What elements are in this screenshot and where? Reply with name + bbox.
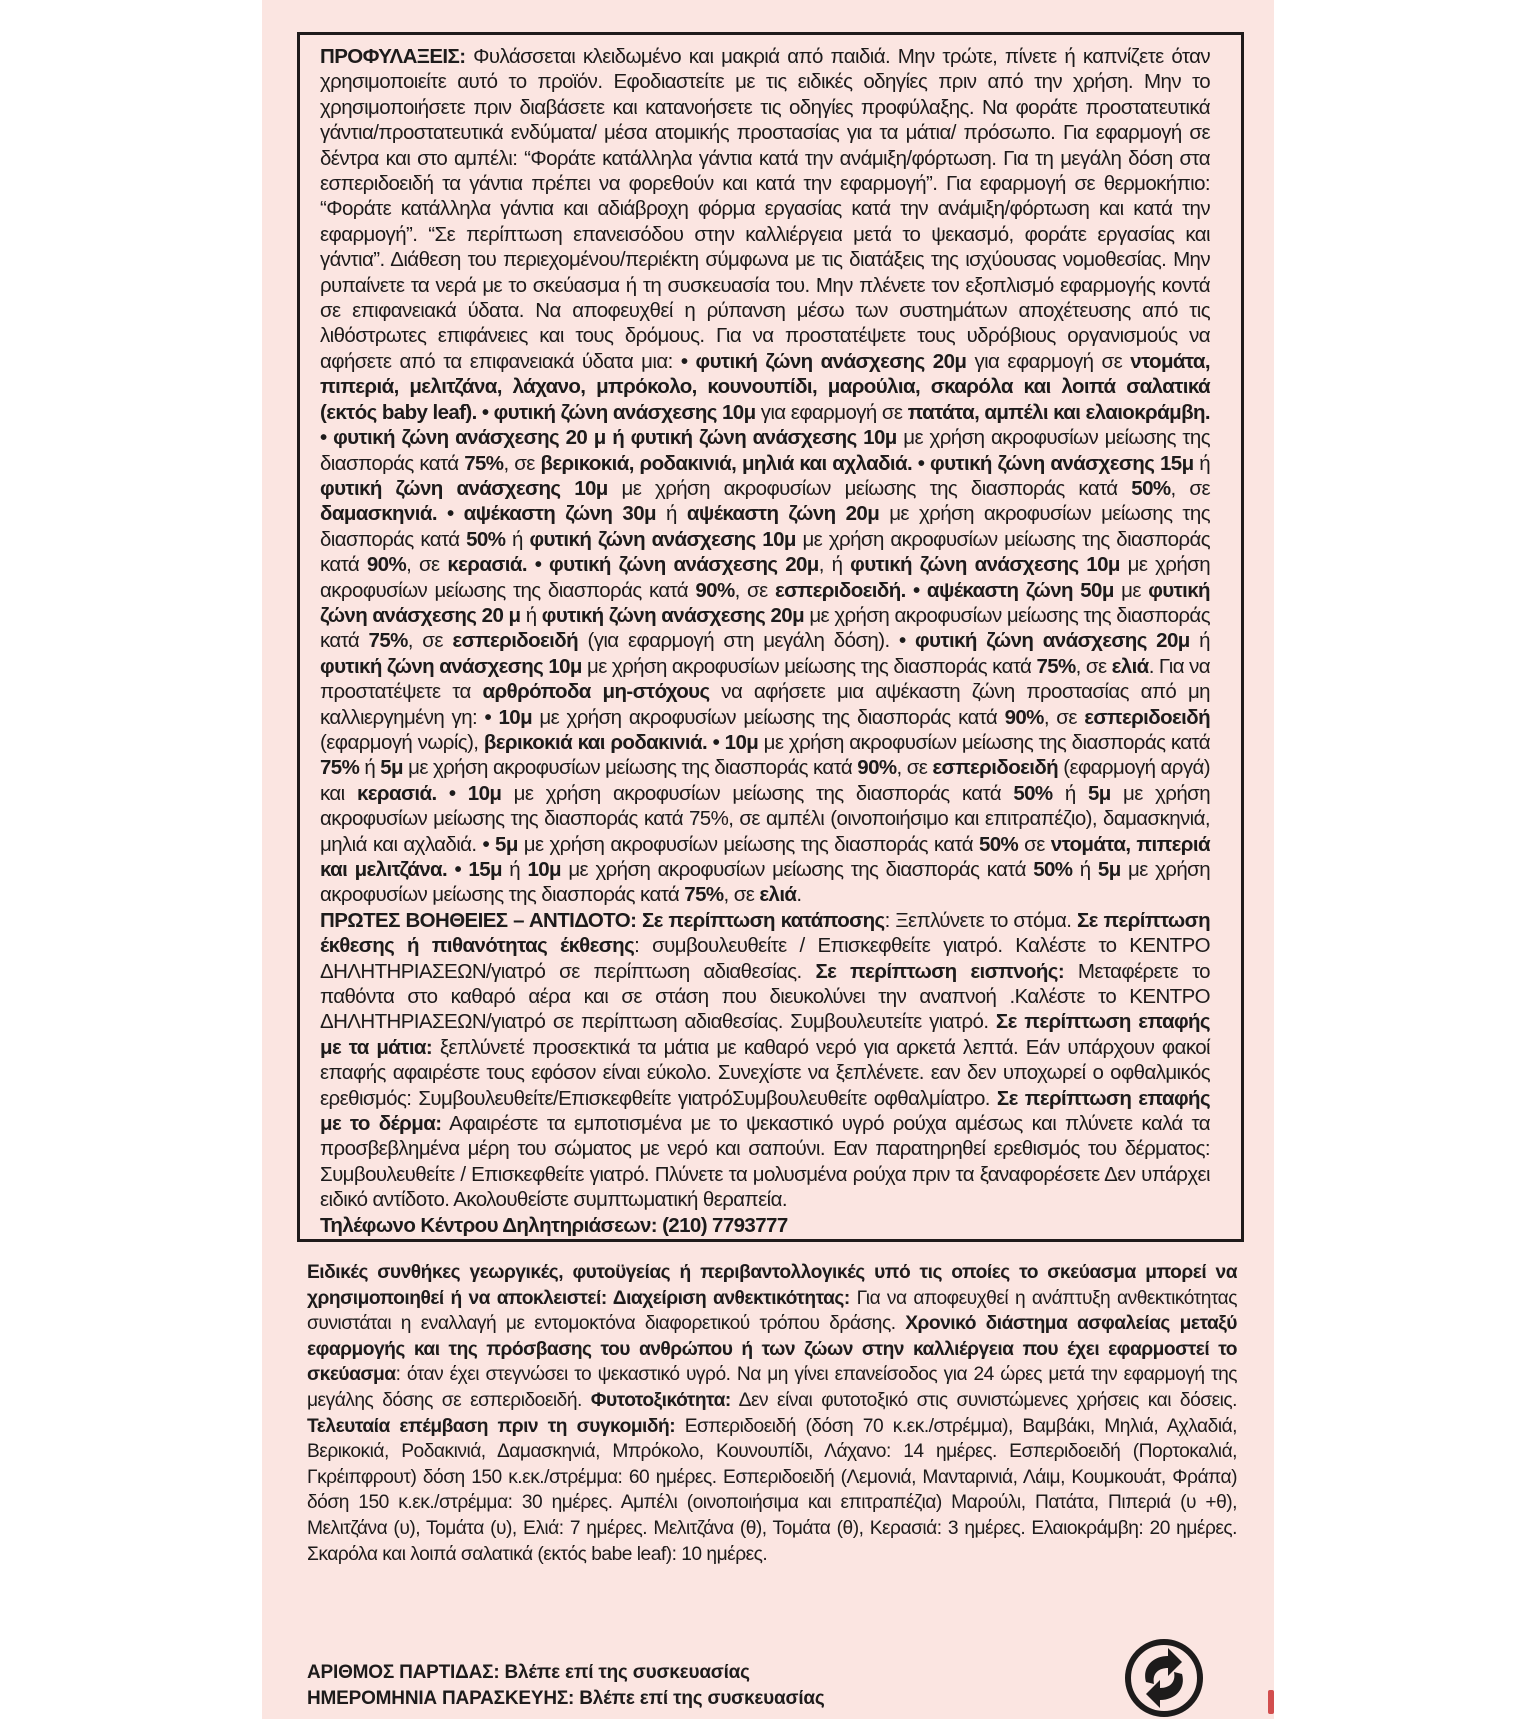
poison-center-phone: Τηλέφωνο Κέντρου Δηλητηριάσεων: (210) 7793777 (320, 1213, 788, 1237)
manufacture-date: ΗΜΕΡΟΜΗΝΙΑ ΠΑΡΑΣΚΕΥΗΣ: Βλέπε επί της συσκευασίας (307, 1688, 825, 1709)
conditions-text-block (307, 1260, 1237, 1567)
recycle-icon (1124, 1638, 1204, 1718)
batch-number: ΑΡΙΘΜΟΣ ΠΑΡΤΙΔΑΣ: Βλέπε επί της συσκευασίας (307, 1662, 750, 1683)
first-aid-paragraph: ΠΡΩΤΕΣ ΒΟΗΘΕΙΕΣ – ΑΝΤΙΔΟΤΟ: Σε περίπτωση κατάποσης: Ξεπλύνετε το στόμα. Σε περίπτωση έκθεσης ή πιθανότητας έκθεσης: συμβουλευθείτε / Επισκεφθείτε γιατρό. Καλέστε το ΚΕΝΤΡΟ ΔΗΛΗΤΗΡΙΑΣΕΩΝ/γιατρό σε περίπτωση αδιαθεσίας. Σε περίπτωση εισπνοής: Μεταφέρετε το παθόντα στο καθαρό αέρα και σε στάση που διευκολύνει την αναπνοή .Καλέστε το ΚΕΝΤΡΟ ΔΗΛΗΤΗΡΙΑΣΕΩΝ/γιατρό σε περίπτωση αδιαθεσίας. Συμβουλευτείτε γιατρό. Σε περίπτωση επαφής με τα μάτια: ξεπλύνετέ προσεκτικά τα μάτια με καθαρό νερό για αρκετά λεπτά. Εάν υπάρχουν φακοί επαφής αφαιρέστε τους εφόσον είναι εύκολο. Συνεχίστε να ξεπλένετε. εαν δεν υποχωρεί ο οφθαλμικός ερεθισμός: Συμβουλευθείτε/Επισκεφθείτε γιατρόΣυμβουλευθείτε οφθαλμίατρο. Σε περίπτωση επαφής με το δέρμα: Αφαιρέστε τα εμποτισμένα με το ψεκαστικό υγρό ρούχα αμέσως και πλύνετε καλά τα προσβεβλημένα μέρη του σώματος με νερό και σαπούνι. Εαν παρατηρηθεί ερεθισμός του δέρματος: Συμβουλευθείτε / Επισκεφθείτε γιατρό. Πλύνετε τα μολυσμένα ρούχα πριν τα ξαναφορέσετε Δεν υπάρχει ειδικό αντίδοτο. Ακολουθείστε συμπτωματική θεραπεία. (320, 908, 1210, 1212)
precautions-text-block (320, 44, 1210, 1238)
precautions-paragraph: ΠΡΟΦΥΛΑΞΕΙΣ: Φυλάσσεται κλειδωμένο και μακριά από παιδιά. Μην τρώτε, πίνετε ή καπνίζετε όταν χρησιμοποιείτε αυτό το προϊόν. Εφοδιαστείτε με τις ειδικές οδηγίες πριν από την χρήση. Μην το χρησιμοποιήσετε πριν διαβάσετε και κατανοήσετε τις οδηγίες προφύλαξης. Να φοράτε προστατευτικά γάντια/προστατευτικά ενδύματα/ μέσα ατομικής προστασίας για τα μάτια/ πρόσωπο. Για εφαρμογή σε δέντρα και στο αμπέλι: “Φοράτε κατάλληλα γάντια κατά την ανάμιξη/φόρτωση. Για τη μεγάλη δόση στα εσπεριδοειδή τα γάντια πρέπει να φορεθούν και κατά την εφαρμογή”. Για εφαρμογή σε θερμοκήπιο: “Φοράτε κατάλληλα γάντια και αδιάβροχη φόρμα εργασίας κατά την ανάμιξη/φόρτωση και κατά την εφαρμογή”. “Σε περίπτωση επανεισόδου στην καλλιέργεια μετά το ψεκασμό, φοράτε εργασίας και γάντια”. Διάθεση του περιεχομένου/περιέκτη σύμφωνα με τις διατάξεις της ισχύουσας νομοθεσίας. Μην ρυπαίνετε τα νερά με το σκεύασμα ή τη συσκευασία του. Μην πλένετε τον εξοπλισμό εφαρμογής κοντά σε επιφανειακά ύδατα. Να αποφευχθεί η ρύπανση μέσω των συστημάτων αποχέτευσης από τις λιθόστρωτες επιφάνειες και τους δρόμους. Για να προστατέψετε τους υδρόβιους οργανισμούς να αφήσετε από τα επιφανειακά ύδατα μια: • φυτική ζώνη ανάσχεσης 20μ για εφαρμογή σε ντομάτα, πιπεριά, μελιτζάνα, λάχανο, μπρόκολο, κουνουπίδι, μαρούλια, σκαρόλα και λοιπά σαλατικά (εκτός baby leaf). • φυτική ζώνη ανάσχεσης 10μ για εφαρμογή σε πατάτα, αμπέλι και ελαιοκράμβη. • φυτική ζώνη ανάσχεσης 20 μ ή φυτική ζώνη ανάσχεσης 10μ με χρήση ακροφυσίων μείωσης της διασποράς κατά 75%, σε βερικοκιά, ροδακινιά, μηλιά και αχλαδιά. • φυτική ζώνη ανάσχεσης 15μ ή φυτική ζώνη ανάσχεσης 10μ με χρήση ακροφυσίων μείωσης της διασποράς κατά 50%, σε δαμασκηνιά. • αψέκαστη ζώνη 30μ ή αψέκαστη ζώνη 20μ με χρήση ακροφυσίων μείωσης της διασποράς κατά 50% ή φυτική ζώνη ανάσχεσης 10μ με χρήση ακροφυσίων μείωσης της διασποράς κατά 90%, σε κερασιά. • φυτική ζώνη ανάσχεσης 20μ, ή φυτική ζώνη ανάσχεσης 10μ με χρήση ακροφυσίων μείωσης της διασποράς κατά 90%, σε εσπεριδοειδή. • αψέκαστη ζώνη 50μ με φυτική ζώνη ανάσχεσης 20 μ ή φυτική ζώνη ανάσχεσης 20μ με χρήση ακροφυσίων μείωσης της διασποράς κατά 75%, σε εσπεριδοειδή (για εφαρμογή στη μεγάλη δόση). • φυτική ζώνη ανάσχεσης 20μ ή φυτική ζώνη ανάσχεσης 10μ με χρήση ακροφυσίων μείωσης της διασποράς κατά 75%, σε ελιά. Για να προστατέψετε τα αρθρόποδα μη-στόχους να αφήσετε μια αψέκαστη ζώνη προστασίας από μη καλλιεργημένη γη: • 10μ με χρήση ακροφυσίων μείωσης της διασποράς κατά 90%, σε εσπεριδοειδή (εφαρμογή νωρίς), βερικοκιά και ροδακινιά. • 10μ με χρήση ακροφυσίων μείωσης της διασποράς κατά 75% ή 5μ με χρήση ακροφυσίων μείωσης της διασποράς κατά 90%, σε εσπεριδοειδή (εφαρμογή αργά) και κερασιά. • 10μ με χρήση ακροφυσίων μείωσης της διασποράς κατά 50% ή 5μ με χρήση ακροφυσίων μείωσης της διασποράς κατά 75%, σε αμπέλι (οινοποιήσιμο και επιτραπέζιο), δαμασκηνιά, μηλιά και αχλαδιά. • 5μ με χρήση ακροφυσίων μείωσης της διασποράς κατά 50% σε ντομάτα, πιπεριά και μελιτζάνα. • 15μ ή 10μ με χρήση ακροφυσίων μείωσης της διασποράς κατά 50% ή 5μ με χρήση ακροφυσίων μείωσης της διασποράς κατά 75%, σε ελιά. (320, 45, 1211, 907)
edge-mark (1268, 1690, 1274, 1714)
footer (307, 1660, 1107, 1712)
conditions-paragraph: Ειδικές συνθήκες γεωργικές, φυτοϋγείας ή περιβαντολλογικές υπό τις οποίες το σκεύασμα μπορεί να χρησιμοποιηθεί ή να αποκλειστεί: Διαχείριση ανθεκτικότητας: Για να αποφευχθεί η ανάπτυξη ανθεκτικότητας συνιστάται η εναλλαγή με εντομοκτόνα διαφορετικού τρόπου δράσης. Χρονικό διάστημα ασφαλείας μεταξύ εφαρμογής και της πρόσβασης του ανθρώπου ή των ζώων στην καλλιέργεια που έχει εφαρμοστεί το σκεύασμα: όταν έχει στεγνώσει το ψεκαστικό υγρό. Να μη γίνει επανείσοδος για 24 ώρες μετά την εφαρμογή της μεγάλης δόσης σε εσπεριδοειδή. Φυτοτοξικότητα: Δεν είναι φυτοτοξικό στις συνιστώμενες χρήσεις και δόσεις. Τελευταία επέμβαση πριν τη συγκομιδή: Εσπεριδοειδή (δόση 70 κ.εκ./στρέμμα), Βαμβάκι, Μηλιά, Αχλαδιά, Βερικοκιά, Ροδακινιά, Δαμασκηνιά, Μπρόκολο, Κουνουπίδι, Λάχανο: 14 ημέρες. Εσπεριδοειδή (Πορτοκαλιά, Γκρέιπφρουτ) δόση 150 κ.εκ./στρέμμα: 60 ημέρες. Εσπεριδοειδή (Λεμονιά, Μανταρινιά, Λάιμ, Κουμκουάτ, Φράπα) δόση 150 κ.εκ./στρέμμα: 30 ημέρες. Αμπέλι (οινοποιήσιμα και επιτραπέζια) Μαρούλι, Πατάτα, Πιπεριά (υ +θ), Μελιτζάνα (υ), Τομάτα (υ), Ελιά: 7 ημέρες. Μελιτζάνα (θ), Τομάτα (θ), Κερασιά: 3 ημέρες. Ελαιοκράμβη: 20 ημέρες. Σκαρόλα και λοιπά σαλατικά (εκτός babe leaf): 10 ημέρες. (307, 1262, 1238, 1565)
